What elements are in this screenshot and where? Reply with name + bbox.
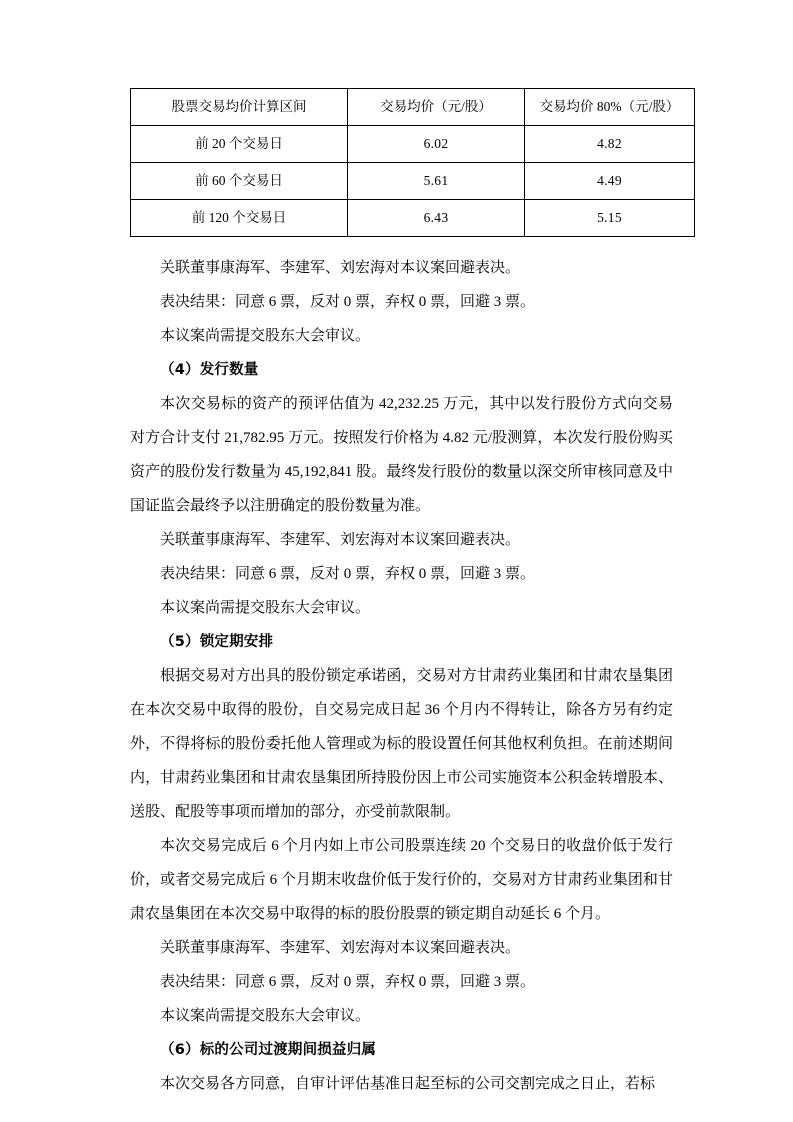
table-header-cell: 股票交易均价计算区间 — [131, 89, 348, 126]
table-row — [131, 163, 695, 200]
table-header-cell: 交易均价 80%（元/股） — [525, 89, 695, 126]
paragraph-recuse-1: 关联董事康海军、李建军、刘宏海对本议案回避表决。 — [160, 260, 521, 276]
document-body — [130, 251, 673, 1101]
paragraph-issue-quantity: 本次交易标的资产的预评估值为 42,232.25 万元，其中以发行股份方式向交易对方合计支付 21,782.95 万元。按照发行价格为 4.82 元/股测算，本次发行股份购买资产的股份发行数量为 45,192,841 股。最终发行股份的数量以深交所审核同意及中国证监会最终予以注册确定的股份数量为准。 — [130, 396, 673, 514]
heading-transition-profit: （6）标的公司过渡期间损益归属 — [160, 1042, 377, 1058]
table-row — [131, 126, 695, 163]
table-header-row — [131, 89, 695, 126]
paragraph-vote-result-1: 表决结果：同意 6 票，反对 0 票，弃权 0 票，回避 3 票。 — [160, 294, 536, 310]
paragraph-transition-profit: 本次交易各方同意，自审计评估基准日起至标的公司交割完成之日止，若标 — [160, 1076, 656, 1092]
paragraph-submit-3: 本议案尚需提交股东大会审议。 — [160, 1008, 371, 1024]
table-row — [131, 200, 695, 237]
table-cell-avg-price: 5.61 — [348, 163, 525, 200]
share-price-table — [130, 88, 695, 237]
table-cell-avg-price: 6.02 — [348, 126, 525, 163]
paragraph-submit-2: 本议案尚需提交股东大会审议。 — [160, 600, 371, 616]
paragraph-lockup-a: 根据交易对方出具的股份锁定承诺函，交易对方甘肃药业集团和甘肃农垦集团在本次交易中取得的股份，自交易完成日起 36 个月内不得转让，除各方另有约定外，不得将标的股份委托他人管理或为标的股设置任何其他权利负担。在前述期间内，甘肃药业集团和甘肃农垦集团所持股份因上市公司实施资本公积金转增股本、送股、配股等事项而增加的部分，亦受前款限制。 — [130, 668, 673, 820]
table-cell-avg-price-80: 4.82 — [525, 126, 695, 163]
heading-lockup-period: （5）锁定期安排 — [160, 634, 274, 650]
paragraph-recuse-3: 关联董事康海军、李建军、刘宏海对本议案回避表决。 — [160, 940, 521, 956]
table-cell-avg-price: 6.43 — [348, 200, 525, 237]
paragraph-submit-1: 本议案尚需提交股东大会审议。 — [160, 328, 371, 344]
table-cell-avg-price-80: 5.15 — [525, 200, 695, 237]
paragraph-vote-result-3: 表决结果：同意 6 票，反对 0 票，弃权 0 票，回避 3 票。 — [160, 974, 536, 990]
table-cell-period: 前 120 个交易日 — [131, 200, 348, 237]
table-cell-avg-price-80: 4.49 — [525, 163, 695, 200]
table-cell-period: 前 20 个交易日 — [131, 126, 348, 163]
heading-issue-quantity: （4）发行数量 — [160, 362, 259, 378]
table-header-cell: 交易均价（元/股） — [348, 89, 525, 126]
paragraph-vote-result-2: 表决结果：同意 6 票，反对 0 票，弃权 0 票，回避 3 票。 — [160, 566, 536, 582]
paragraph-lockup-b: 本次交易完成后 6 个月内如上市公司股票连续 20 个交易日的收盘价低于发行价，或者交易完成后 6 个月期末收盘价低于发行价的，交易对方甘肃药业集团和甘肃农垦集团在本次交易中取得的标的股份股票的锁定期自动延长 6 个月。 — [130, 838, 673, 922]
paragraph-recuse-2: 关联董事康海军、李建军、刘宏海对本议案回避表决。 — [160, 532, 521, 548]
table-cell-period: 前 60 个交易日 — [131, 163, 348, 200]
